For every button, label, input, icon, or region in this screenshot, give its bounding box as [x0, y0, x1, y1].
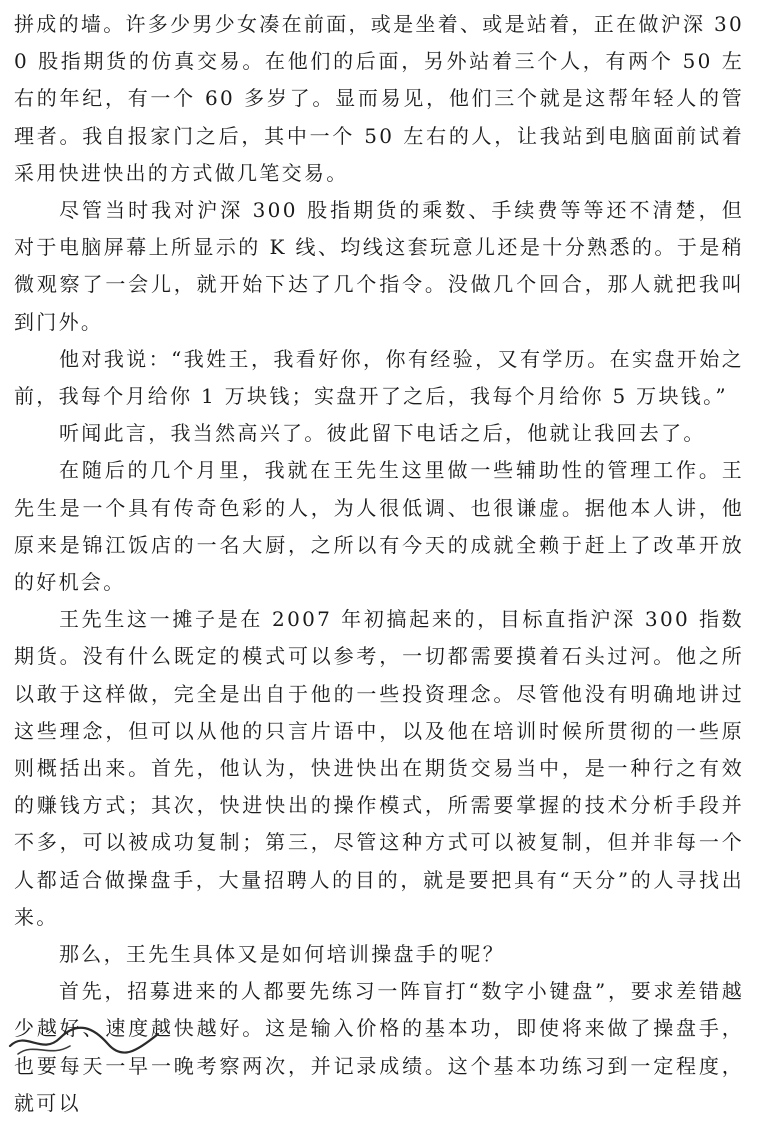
paragraph-6: 王先生这一摊子是在 2007 年初搞起来的，目标直指沪深 300 指数期货。没有什么既定的模式可以参考，一切都需要摸着石头过河。他之所以敢于这样做，完全是出自于他的一些投资理念。尽管他没有明确地讲过这些理念，但可以从他的只言片语中，以及他在培训时候所贯彻的一些原则概括出来。首先，他认为，快进快出在期货交易当中，是一种行之有效的赚钱方式；其次，快进快出的操作模式，所需要掌握的技术分析手段并不多，可以被成功复制；第三，尽管这种方式可以被复制，但并非每一个人都适合做操盘手，大量招聘人的目的，就是要把具有“天分”的人寻找出来。	[14, 607, 744, 929]
paragraph-8: 首先，招募进来的人都要先练习一阵盲打“数字小键盘”，要求差错越少越好、速度越快越好。这是输入价格的基本功，即使将来做了操盘手，也要每天一早一晚考察两次，并记录成绩。这个基本功练习到一定程度，就可以	[14, 979, 744, 1115]
paragraph-3: 他对我说：“我姓王，我看好你，你有经验，又有学历。在实盘开始之前，我每个月给你 1 万块钱；实盘开了之后，我每个月给你 5 万块钱。”	[14, 346, 744, 409]
paragraph-4: 听闻此言，我当然高兴了。彼此留下电话之后，他就让我回去了。	[59, 421, 706, 446]
paragraph-5: 在随后的几个月里，我就在王先生这里做一些辅助性的管理工作。王先生是一个具有传奇色彩的人，为人很低调、也很谦虚。据他本人讲，他原来是锦江饭店的一名大厨，之所以有今天的成就全赖于赶上了改革开放的好机会。	[14, 458, 744, 595]
paragraph-1: 拼成的墙。许多少男少女凑在前面，或是坐着、或是站着，正在做沪深 300 股指期货的仿真交易。在他们的后面，另外站着三个人，有两个 50 左右的年纪，有一个 60 多岁了。显而易见，他们三个就是这帮年轻人的管理者。我自报家门之后，其中一个 50 左右的人，让我站到电脑面前试着采用快进快出的方式做几笔交易。	[14, 12, 745, 185]
paragraph-7: 那么，王先生具体又是如何培训操盘手的呢？	[59, 942, 505, 967]
paragraph-2: 尽管当时我对沪深 300 股指期货的乘数、手续费等等还不清楚，但对于电脑屏幕上所显示的 K 线、均线这套玩意儿还是十分熟悉的。于是稍微观察了一会儿，就开始下达了几个指令。没做几个回合，那人就把我叫到门外。	[14, 198, 744, 334]
body-text	[14, 6, 744, 1122]
